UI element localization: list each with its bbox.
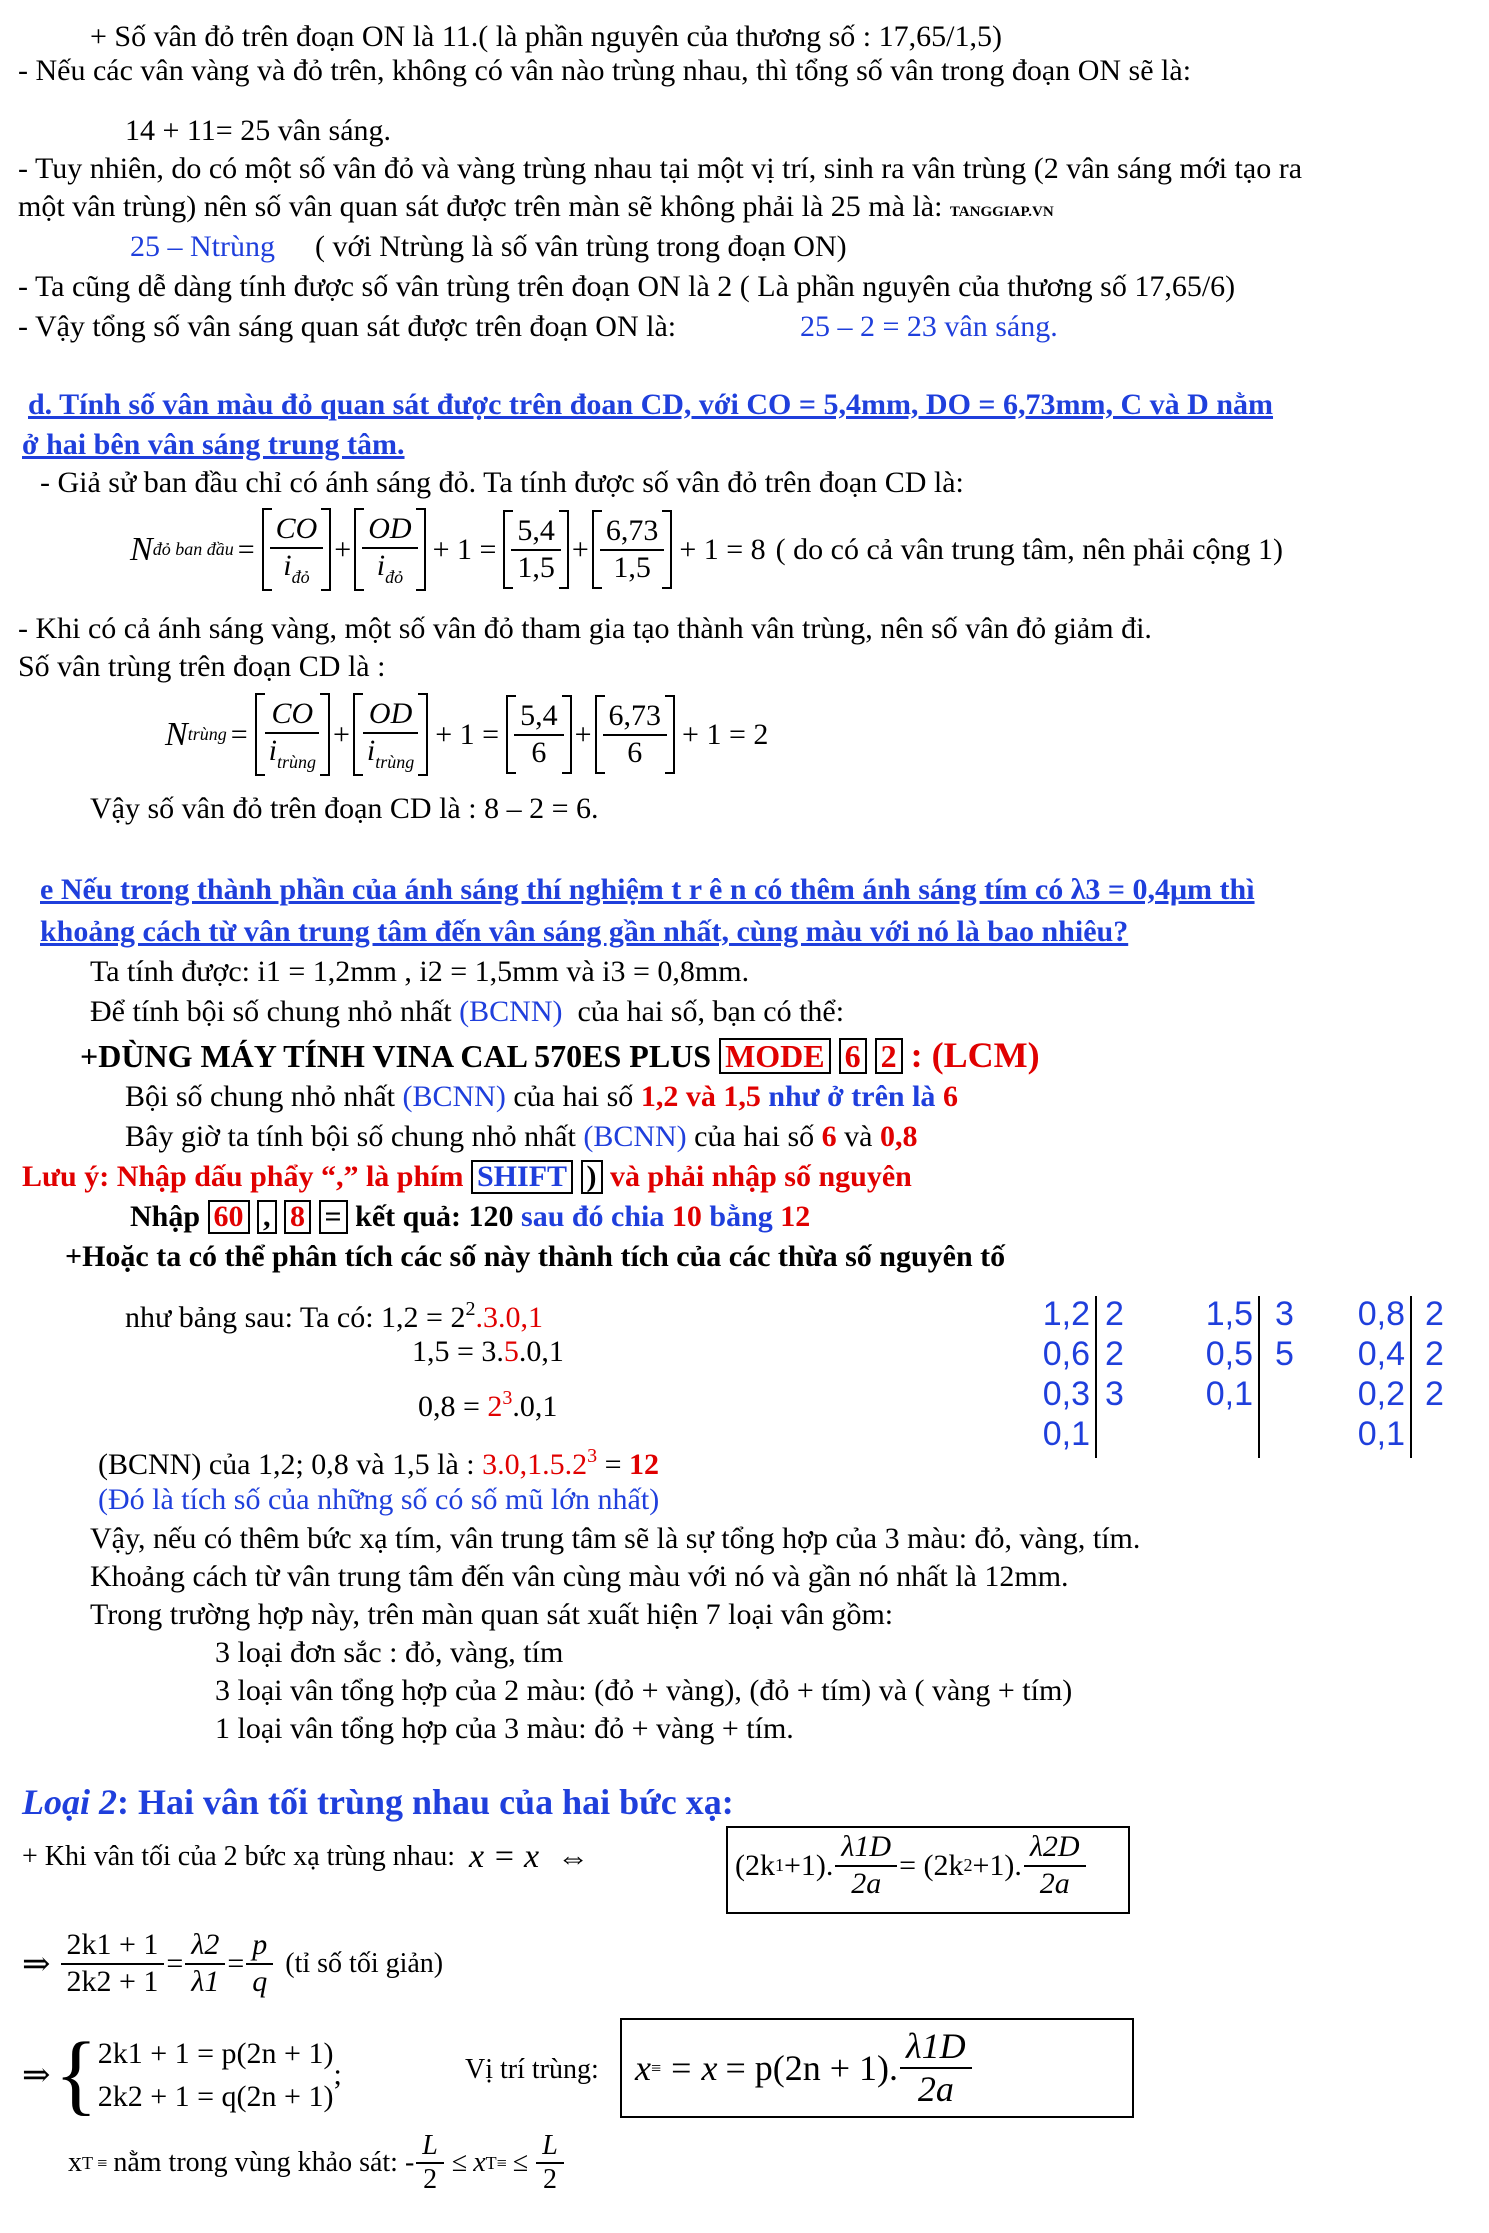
box1-lam1d: λ1D bbox=[835, 1830, 897, 1867]
input-line bbox=[130, 1200, 810, 1235]
input-divide: sau đó chia bbox=[521, 1200, 665, 1233]
range-L1: L bbox=[416, 2130, 444, 2164]
ratio-den1: 2k2 + 1 bbox=[66, 1964, 159, 1998]
eq2-N: N bbox=[165, 715, 188, 753]
loai2-h-b: : Hai vân tối trùng nhau của hai bức xạ: bbox=[117, 1782, 734, 1822]
table-1-divider bbox=[1095, 1296, 1097, 1458]
e-p4c: của hai số bbox=[694, 1120, 815, 1153]
section-e-title-2: khoảng cách từ vân trung tâm đến vân sáng gần nhất, cùng màu với nó là bao nhiêu? bbox=[40, 915, 1129, 948]
ratio-den2: λ1 bbox=[191, 1964, 220, 1998]
e-p2a: Để tính bội số chung nhỏ nhất bbox=[90, 995, 452, 1028]
t2r-0: 3 bbox=[1275, 1295, 1294, 1333]
equation-n-trung: N trùng = $\frac{CO}{i_{trùng}}$ + $\frac{OD}{i_{trùng}}$ + 1 = $\frac{5,4}{6}$ + $\frac{6,73}{6}$ + 1 = 2 bbox=[165, 693, 768, 776]
section-d-title-2: ở hai bên vân sáng trung tâm. bbox=[22, 428, 405, 461]
e-p3e: như ở trên là bbox=[768, 1080, 936, 1113]
key-8: 8 bbox=[284, 1200, 311, 1234]
eq1-N: N bbox=[130, 530, 153, 568]
t2-2: 0,1 bbox=[1205, 1375, 1253, 1413]
calc-lcm: : (LCM) bbox=[910, 1035, 1040, 1075]
calc-label: +DÙNG MÁY TÍNH VINA CAL 570ES PLUS bbox=[80, 1038, 712, 1074]
eq2-co: CO bbox=[265, 697, 319, 734]
eq1-note: ( do có cả vân trung tâm, nên phải cộng 1) bbox=[775, 532, 1284, 566]
t3r-0: 2 bbox=[1425, 1295, 1444, 1333]
e-p4d: 6 bbox=[821, 1120, 837, 1153]
equation-n-do: N đỏ ban đầu = $\frac{CO}{i_{đỏ}}$ + $\frac{OD}{i_{đỏ}}$ + 1 = $\frac{5,4}{1,5}$ + $\frac{6,73}{1,5}$ + 1 = 8 ( do có cả vân trung tâm, nên phải cộng 1) bbox=[130, 508, 1283, 591]
e-p4f: 0,8 bbox=[879, 1120, 918, 1153]
vi-tri-label: Vị trí trùng: bbox=[465, 2054, 599, 2085]
f1c: .3.0,1 bbox=[475, 1301, 543, 1334]
input-result: kết quả: 120 bbox=[355, 1200, 514, 1233]
line-6a: 25 – Ntrùng bbox=[130, 230, 275, 263]
f1b: 2 bbox=[465, 1298, 476, 1320]
f2b: 5 bbox=[503, 1335, 519, 1368]
e-p2b: (BCNN) bbox=[459, 995, 563, 1028]
t3-2: 0,2 bbox=[1357, 1375, 1405, 1413]
box1-2a-2: 2a bbox=[1039, 1866, 1070, 1900]
e-p3c: của hai số bbox=[513, 1080, 634, 1113]
t1r-0: 2 bbox=[1105, 1295, 1124, 1333]
t2r-1: 5 bbox=[1275, 1335, 1294, 1373]
f3c: 3 bbox=[502, 1387, 513, 1409]
eq1-i-1: i bbox=[283, 548, 292, 582]
t1r-1: 2 bbox=[1105, 1335, 1124, 1373]
sys-1: 2k1 + 1 = p(2n + 1) bbox=[97, 2036, 334, 2070]
eq2-od: OD bbox=[363, 697, 418, 734]
conclusion-4: 3 loại đơn sắc : đỏ, vàng, tím bbox=[215, 1636, 564, 1669]
f3b: 2 bbox=[487, 1390, 503, 1423]
watermark: TANGGIAP.VN bbox=[949, 204, 1054, 220]
eq1-od: OD bbox=[362, 512, 417, 549]
line-3: 14 + 11= 25 vân sáng. bbox=[125, 114, 392, 147]
table-3-divider bbox=[1410, 1296, 1412, 1458]
conclusion-1: Vậy, nếu có thêm bức xạ tím, vân trung tâm sẽ là sự tổng hợp của 3 màu: đỏ, vàng, tím. bbox=[90, 1522, 1141, 1555]
t1-2: 0,3 bbox=[1042, 1375, 1090, 1413]
t1r-2: 3 bbox=[1105, 1375, 1124, 1413]
input-equals-word: bằng bbox=[709, 1200, 773, 1233]
f3d: .0,1 bbox=[512, 1390, 558, 1423]
table-1-right bbox=[1105, 1294, 1124, 1414]
eq1-i-2-sub: đỏ bbox=[385, 566, 404, 587]
section-d-p4: Vậy số vân đỏ trên đoạn CD là : 8 – 2 = 6. bbox=[90, 792, 599, 825]
table-3-right bbox=[1425, 1294, 1444, 1414]
box1-d: +1). bbox=[972, 1848, 1022, 1882]
input-label: Nhập bbox=[130, 1200, 201, 1233]
range-2-2: 2 bbox=[542, 2164, 557, 2196]
table-2-right bbox=[1275, 1294, 1294, 1374]
e-p3d: 1,2 và 1,5 bbox=[640, 1080, 761, 1113]
section-d-p2: - Khi có cả ánh sáng vàng, một số vân đỏ tham gia tạo thành vân trùng, nên số vân đỏ giảm đi. bbox=[18, 612, 1152, 645]
eq2-result: + 1 = 2 bbox=[682, 717, 769, 751]
b1d: = bbox=[597, 1448, 630, 1481]
line-6b: ( với Ntrùng là số vân trùng trong đoạn ON) bbox=[315, 230, 847, 263]
eq2-d1: 6 bbox=[531, 735, 547, 769]
eq2-i-1: i bbox=[268, 733, 277, 767]
section-d-p1: - Giả sử ban đầu chỉ có ánh sáng đỏ. Ta tính được số vân đỏ trên đoạn CD là: bbox=[40, 466, 964, 499]
b1e: 12 bbox=[629, 1448, 660, 1481]
eq1-d1: 1,5 bbox=[517, 550, 555, 584]
eq2-i-2-sub: trùng bbox=[375, 751, 415, 772]
loai-2-heading bbox=[22, 1782, 734, 1823]
loai2-eq-lhs: x = x bbox=[468, 1838, 540, 1875]
t1-1: 0,6 bbox=[1042, 1335, 1090, 1373]
sys-2: 2k2 + 1 = q(2n + 1) bbox=[97, 2080, 334, 2113]
range-leq-2: ≤ bbox=[512, 2147, 529, 2179]
conclusion-6: 1 loại vân tổng hợp của 3 màu: đỏ + vàng + tím. bbox=[215, 1712, 794, 1745]
line-5 bbox=[18, 190, 1054, 225]
box2-eq: = p(2n + 1). bbox=[725, 2048, 899, 2089]
key-paren: ) bbox=[581, 1160, 603, 1194]
calc-key-6: 6 bbox=[839, 1038, 867, 1074]
loai2-box-2-content: x ≡ = x = p(2n + 1). $\frac{\lambda 1D}{2a}$ bbox=[635, 2026, 974, 2111]
f1a: như bảng sau: Ta có: 1,2 = 2 bbox=[125, 1301, 466, 1334]
section-e-p3 bbox=[125, 1080, 958, 1115]
section-d-title-1: d. Tính số vân màu đỏ quan sát được trên đoan CD, với CO = 5,4mm, DO = 6,73mm, C và D nằm bbox=[28, 388, 1274, 421]
line-5-text: một vân trùng) nên số vân quan sát được trên màn sẽ không phải là 25 mà là: bbox=[18, 190, 943, 223]
line-8b: 25 – 2 = 23 vân sáng. bbox=[800, 310, 1058, 343]
range-2-1: 2 bbox=[423, 2164, 438, 2196]
ratio-p: p bbox=[246, 1928, 273, 1965]
b1a: (BCNN) của 1,2; 0,8 và 1,5 là : bbox=[98, 1448, 475, 1481]
input-12: 12 bbox=[780, 1200, 811, 1233]
eq1-n1: 5,4 bbox=[511, 514, 561, 551]
ratio-num2: λ2 bbox=[185, 1928, 225, 1965]
calc-key-2: 2 bbox=[875, 1038, 903, 1074]
key-shift: SHIFT bbox=[471, 1160, 573, 1194]
section-e-p2 bbox=[90, 995, 844, 1030]
calc-key-mode: MODE bbox=[719, 1038, 831, 1074]
ratio-q: q bbox=[252, 1964, 268, 1998]
f3a: 0,8 = bbox=[418, 1390, 480, 1423]
eq2-n1: 5,4 bbox=[514, 699, 564, 736]
e-p3f: 6 bbox=[942, 1080, 958, 1113]
section-e-p5: +Hoặc ta có thể phân tích các số này thành tích của các thừa số nguyên tố bbox=[65, 1240, 1006, 1273]
eq1-d2: 1,5 bbox=[613, 550, 651, 584]
box1-a: (2k bbox=[735, 1848, 775, 1882]
calc-instruction bbox=[80, 1035, 1040, 1076]
e-p4e: và bbox=[844, 1120, 873, 1153]
bcnn-note: (Đó là tích số của những số có số mũ lớn nhất) bbox=[98, 1483, 660, 1516]
box2-lam1d: λ1D bbox=[900, 2026, 972, 2069]
conclusion-5: 3 loại vân tổng hợp của 2 màu: (đỏ + vàng), (đỏ + tím) và ( vàng + tím) bbox=[215, 1674, 1073, 1707]
line-7: - Ta cũng dễ dàng tính được số vân trùng trên đoạn ON là 2 ( Là phần nguyên của thương số 17,65/6) bbox=[18, 270, 1236, 303]
range-text: nằm trong vùng khảo sát: - bbox=[113, 2147, 415, 2179]
b1b: 3.0,1.5.2 bbox=[482, 1448, 588, 1481]
loai2-system: ⇒ { 2k1 + 1 = p(2n + 1) 2k2 + 1 = q(2n + 1) ; bbox=[22, 2025, 342, 2124]
t1-3: 0,1 bbox=[1042, 1415, 1090, 1453]
e-p4b: (BCNN) bbox=[583, 1120, 687, 1153]
f2a: 1,5 = 3. bbox=[412, 1335, 504, 1368]
eq1-n2: 6,73 bbox=[600, 514, 665, 551]
eq2-i-2: i bbox=[366, 733, 376, 767]
section-e-p1: Ta tính được: i1 = 1,2mm , i2 = 1,5mm và i3 = 0,8mm. bbox=[90, 955, 750, 988]
input-10: 10 bbox=[671, 1200, 702, 1233]
eq2-d2: 6 bbox=[627, 735, 643, 769]
box1-c: = (2k bbox=[899, 1848, 964, 1882]
e-p3a: Bội số chung nhỏ nhất bbox=[125, 1080, 395, 1113]
e-p4a: Bây giờ ta tính bội số chung nhỏ nhất bbox=[125, 1120, 576, 1153]
factor-2 bbox=[412, 1335, 564, 1370]
t3r-1: 2 bbox=[1425, 1335, 1444, 1373]
table-2-left bbox=[1198, 1294, 1253, 1414]
eq1-co: CO bbox=[270, 512, 324, 549]
e-p2c: của hai số, bạn có thể: bbox=[577, 995, 845, 1028]
conclusion-2: Khoảng cách từ vân trung tâm đến vân cùng màu với nó và gần nó nhất là 12mm. bbox=[90, 1560, 1069, 1593]
eq2-n2: 6,73 bbox=[603, 699, 668, 736]
eq2-i-1-sub: trùng bbox=[276, 751, 316, 772]
box1-2a-1: 2a bbox=[851, 1866, 882, 1900]
loai2-condition: + Khi vân tối của 2 bức xạ trùng nhau: x = x ⇔ bbox=[22, 1838, 590, 1875]
t3r-2: 2 bbox=[1425, 1375, 1444, 1413]
key-comma: , bbox=[257, 1200, 277, 1234]
section-d-p3: Số vân trùng trên đoạn CD là : bbox=[18, 650, 386, 683]
e-p3b: (BCNN) bbox=[402, 1080, 506, 1113]
table-3-left bbox=[1350, 1294, 1405, 1454]
note-text-a: Lưu ý: Nhập dấu phẩy “,” là phím bbox=[22, 1160, 464, 1193]
line-2: - Nếu các vân vàng và đỏ trên, không có vân nào trùng nhau, thì tổng số vân trong đoạn ON sẽ là: bbox=[18, 54, 1192, 87]
box1-lam2d: λ2D bbox=[1024, 1830, 1086, 1867]
key-60: 60 bbox=[208, 1200, 250, 1234]
factor-1 bbox=[125, 1298, 543, 1336]
table-1-left bbox=[1035, 1294, 1090, 1454]
eq1-i-1-sub: đỏ bbox=[291, 566, 310, 587]
bcnn-line bbox=[98, 1445, 659, 1483]
f2c: .0,1 bbox=[518, 1335, 564, 1368]
t1-0: 1,2 bbox=[1042, 1295, 1090, 1333]
line-4: - Tuy nhiên, do có một số vân đỏ và vàng trùng nhau tại một vị trí, sinh ra vân trùng (2 vân sáng mới tạo ra bbox=[18, 152, 1303, 185]
t2-1: 0,5 bbox=[1205, 1335, 1253, 1373]
t3-0: 0,8 bbox=[1357, 1295, 1405, 1333]
t3-3: 0,1 bbox=[1357, 1415, 1405, 1453]
range-leq-1: ≤ bbox=[451, 2147, 468, 2179]
eq1-result: + 1 = 8 bbox=[679, 532, 766, 566]
ratio-num1: 2k1 + 1 bbox=[61, 1928, 165, 1965]
ratio-note: (tỉ số tối giản) bbox=[285, 1947, 444, 1979]
loai2-range: x T ≡ nằm trong vùng khảo sát: - $\frac{L}{2}$ ≤ x T≡ ≤ $\frac{L}{2}$ bbox=[68, 2130, 566, 2196]
section-e-p4 bbox=[125, 1120, 917, 1155]
line-8a: - Vậy tổng số vân sáng quan sát được trên đoạn ON là: bbox=[18, 310, 677, 343]
section-e-title-1: e Nếu trong thành phần của ánh sáng thí nghiệm t r ê n có thêm ánh sáng tím có λ3 = 0,4μm thì bbox=[40, 873, 1255, 906]
note-line bbox=[22, 1160, 912, 1195]
line-1: + Số vân đỏ trên đoạn ON là 11.( là phần nguyên của thương số : 17,65/1,5) bbox=[90, 20, 1002, 53]
conclusion-3: Trong trường hợp này, trên màn quan sát xuất hiện 7 loại vân gồm: bbox=[90, 1598, 894, 1631]
t2-0: 1,5 bbox=[1205, 1295, 1253, 1333]
table-2-divider bbox=[1258, 1296, 1260, 1458]
range-L2: L bbox=[536, 2130, 564, 2164]
loai2-ratio: ⇒ $\frac{2k1 + 1}{2k2 + 1}$ = $\frac{\lambda 2}{\lambda 1}$ = $\frac{p}{q}$ (tỉ số tối giản) bbox=[22, 1928, 444, 1998]
loai2-p1: + Khi vân tối của 2 bức xạ trùng nhau: bbox=[22, 1841, 455, 1872]
key-equals: = bbox=[319, 1200, 348, 1234]
t3-1: 0,4 bbox=[1357, 1335, 1405, 1373]
eq1-i-2: i bbox=[376, 548, 386, 582]
factor-3 bbox=[418, 1387, 557, 1425]
b1c: 3 bbox=[587, 1445, 598, 1467]
box2-2a: 2a bbox=[917, 2069, 954, 2110]
loai2-h-a: Loại 2 bbox=[22, 1782, 117, 1822]
box1-b: +1). bbox=[784, 1848, 834, 1882]
loai2-box-1-content: (2k 1 +1). $\frac{\lambda 1D}{2a}$ = (2k 2 +1). $\frac{\lambda 2D}{2a}$ bbox=[735, 1830, 1088, 1901]
eq2-N-sub: trùng bbox=[187, 724, 227, 745]
note-text-b: và phải nhập số nguyên bbox=[610, 1160, 912, 1193]
eq1-N-sub: đỏ ban đầu bbox=[152, 539, 234, 560]
